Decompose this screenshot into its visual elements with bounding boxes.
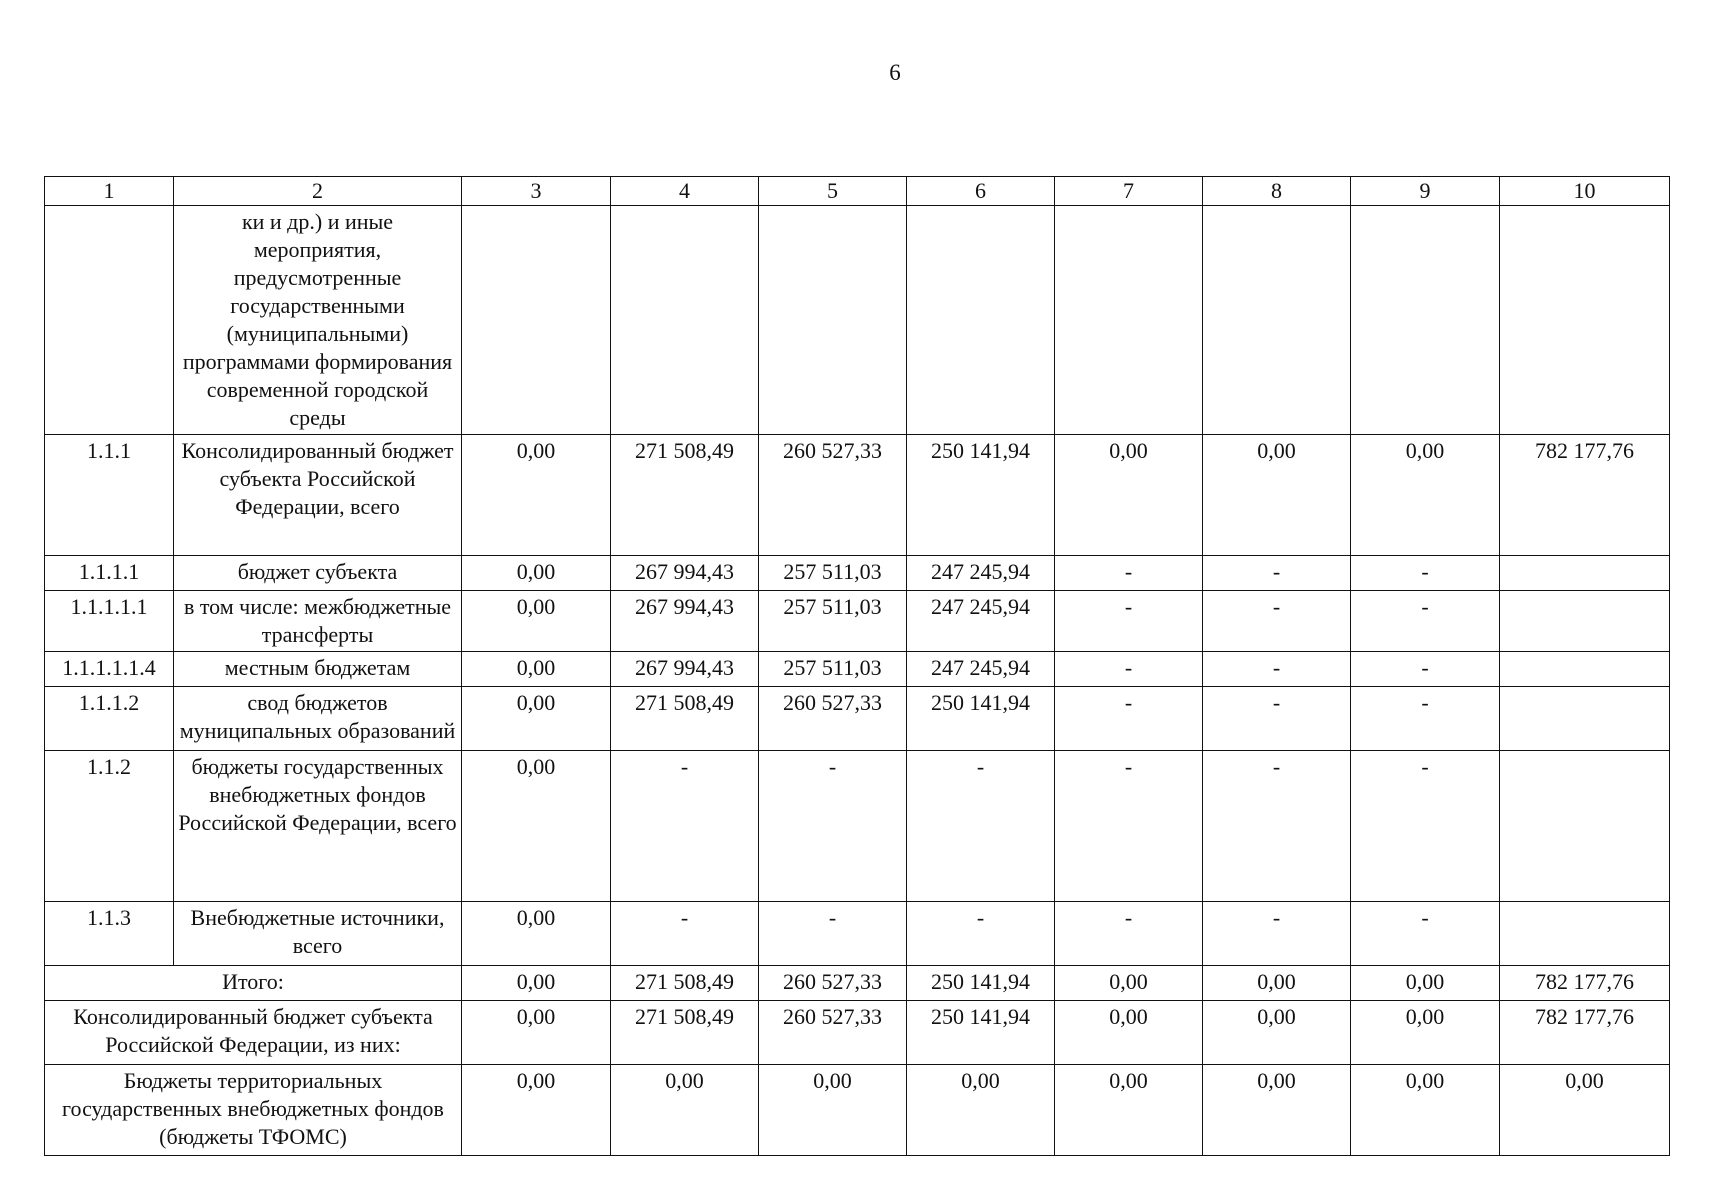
row-value — [1055, 206, 1203, 435]
column-number: 1 — [45, 177, 174, 206]
summary-value: 0,00 — [1351, 1001, 1500, 1065]
row-value: 0,00 — [462, 435, 611, 556]
row-value: 0,00 — [1055, 435, 1203, 556]
summary-value: 250 141,94 — [907, 966, 1055, 1001]
summary-value: 250 141,94 — [907, 1001, 1055, 1065]
summary-label: Бюджеты территориальных государственных внебюджетных фондов (бюджеты ТФОМС) — [45, 1065, 462, 1156]
column-number: 10 — [1500, 177, 1670, 206]
row-value — [1500, 652, 1670, 687]
row-name: местным бюджетам — [174, 652, 462, 687]
column-number: 6 — [907, 177, 1055, 206]
column-number: 7 — [1055, 177, 1203, 206]
row-value: - — [1203, 687, 1351, 751]
summary-value: 0,00 — [1203, 1065, 1351, 1156]
row-value: - — [1203, 652, 1351, 687]
summary-value: 0,00 — [462, 966, 611, 1001]
row-name: Внебюджетные источники, всего — [174, 902, 462, 966]
row-value: 0,00 — [1351, 435, 1500, 556]
row-code: 1.1.1.1.1.4 — [45, 652, 174, 687]
row-value: - — [1203, 902, 1351, 966]
row-value: 0,00 — [462, 591, 611, 652]
summary-label: Итого: — [45, 966, 462, 1001]
table-body — [45, 177, 1670, 1156]
row-code: 1.1.2 — [45, 751, 174, 902]
summary-value: 0,00 — [1203, 966, 1351, 1001]
row-value: - — [611, 751, 759, 902]
row-value: - — [907, 751, 1055, 902]
row-value: 271 508,49 — [611, 687, 759, 751]
row-value: - — [759, 902, 907, 966]
summary-value: 0,00 — [1055, 1065, 1203, 1156]
row-name: бюджеты государственных внебюджетных фондов Российской Федерации, всего — [174, 751, 462, 902]
summary-row — [45, 1065, 1670, 1156]
summary-value: 0,00 — [1055, 1001, 1203, 1065]
row-code: 1.1.3 — [45, 902, 174, 966]
row-value: - — [907, 902, 1055, 966]
row-code: 1.1.1 — [45, 435, 174, 556]
row-value: 0,00 — [1203, 435, 1351, 556]
row-value: - — [1351, 687, 1500, 751]
row-value: 247 245,94 — [907, 652, 1055, 687]
row-value: 0,00 — [462, 652, 611, 687]
row-value — [1500, 751, 1670, 902]
row-value: 250 141,94 — [907, 687, 1055, 751]
table-row — [45, 435, 1670, 556]
row-value — [759, 206, 907, 435]
row-value: 260 527,33 — [759, 435, 907, 556]
budget-table — [44, 176, 1670, 1156]
row-code: 1.1.1.2 — [45, 687, 174, 751]
summary-value: 0,00 — [907, 1065, 1055, 1156]
summary-value: 260 527,33 — [759, 966, 907, 1001]
row-value: 257 511,03 — [759, 591, 907, 652]
row-value: 260 527,33 — [759, 687, 907, 751]
row-value: - — [1055, 751, 1203, 902]
summary-value: 0,00 — [759, 1065, 907, 1156]
row-value: - — [1351, 652, 1500, 687]
row-code: 1.1.1.1 — [45, 556, 174, 591]
row-name: свод бюджетов муниципальных образований — [174, 687, 462, 751]
summary-value: 271 508,49 — [611, 1001, 759, 1065]
row-value: 267 994,43 — [611, 556, 759, 591]
row-value — [611, 206, 759, 435]
row-value: - — [1351, 751, 1500, 902]
row-value: 271 508,49 — [611, 435, 759, 556]
column-number: 5 — [759, 177, 907, 206]
row-value: 0,00 — [462, 751, 611, 902]
row-value: 257 511,03 — [759, 556, 907, 591]
table-row — [45, 687, 1670, 751]
summary-row — [45, 966, 1670, 1001]
row-value — [1500, 206, 1670, 435]
table-row — [45, 206, 1670, 435]
row-name: ки и др.) и иные мероприятия, предусмотренные государственными (муниципальными) программами формирования современной городской среды — [174, 206, 462, 435]
summary-value: 782 177,76 — [1500, 966, 1670, 1001]
row-value — [1500, 687, 1670, 751]
row-value: - — [1351, 591, 1500, 652]
summary-value: 0,00 — [1203, 1001, 1351, 1065]
row-code — [45, 206, 174, 435]
column-number: 9 — [1351, 177, 1500, 206]
row-value: - — [759, 751, 907, 902]
table-row — [45, 556, 1670, 591]
table-row — [45, 902, 1670, 966]
summary-value: 0,00 — [1351, 966, 1500, 1001]
row-value: 782 177,76 — [1500, 435, 1670, 556]
summary-row — [45, 1001, 1670, 1065]
row-value: - — [1055, 687, 1203, 751]
row-value — [1500, 556, 1670, 591]
summary-value: 0,00 — [1055, 966, 1203, 1001]
summary-value: 271 508,49 — [611, 966, 759, 1001]
summary-value: 782 177,76 — [1500, 1001, 1670, 1065]
row-value: - — [1351, 902, 1500, 966]
table-row — [45, 751, 1670, 902]
row-value — [1500, 902, 1670, 966]
row-value: 267 994,43 — [611, 652, 759, 687]
column-number: 4 — [611, 177, 759, 206]
summary-value: 0,00 — [1351, 1065, 1500, 1156]
row-value: 247 245,94 — [907, 591, 1055, 652]
column-number: 2 — [174, 177, 462, 206]
row-value: - — [1055, 591, 1203, 652]
row-value: 267 994,43 — [611, 591, 759, 652]
row-value: - — [1055, 556, 1203, 591]
row-value — [462, 206, 611, 435]
summary-value: 0,00 — [1500, 1065, 1670, 1156]
summary-value: 0,00 — [462, 1001, 611, 1065]
row-name: в том числе: межбюджетные трансферты — [174, 591, 462, 652]
summary-value: 0,00 — [462, 1065, 611, 1156]
row-value: 0,00 — [462, 687, 611, 751]
column-number: 8 — [1203, 177, 1351, 206]
row-value — [1203, 206, 1351, 435]
summary-value: 0,00 — [611, 1065, 759, 1156]
column-number-row — [45, 177, 1670, 206]
row-value — [1351, 206, 1500, 435]
row-value: - — [1055, 902, 1203, 966]
table-row — [45, 652, 1670, 687]
summary-value: 260 527,33 — [759, 1001, 907, 1065]
row-value: - — [1351, 556, 1500, 591]
row-value: 250 141,94 — [907, 435, 1055, 556]
row-value: 257 511,03 — [759, 652, 907, 687]
table-row — [45, 591, 1670, 652]
page-number: 6 — [889, 60, 901, 85]
row-value: - — [1055, 652, 1203, 687]
summary-label: Консолидированный бюджет субъекта Российской Федерации, из них: — [45, 1001, 462, 1065]
row-value: 0,00 — [462, 556, 611, 591]
row-name: Консолидированный бюджет субъекта Российской Федерации, всего — [174, 435, 462, 556]
row-name: бюджет субъекта — [174, 556, 462, 591]
row-value: - — [611, 902, 759, 966]
column-number: 3 — [462, 177, 611, 206]
row-value: - — [1203, 556, 1351, 591]
row-value — [1500, 591, 1670, 652]
row-value: - — [1203, 591, 1351, 652]
row-value — [907, 206, 1055, 435]
row-value: - — [1203, 751, 1351, 902]
row-value: 247 245,94 — [907, 556, 1055, 591]
row-value: 0,00 — [462, 902, 611, 966]
row-code: 1.1.1.1.1 — [45, 591, 174, 652]
